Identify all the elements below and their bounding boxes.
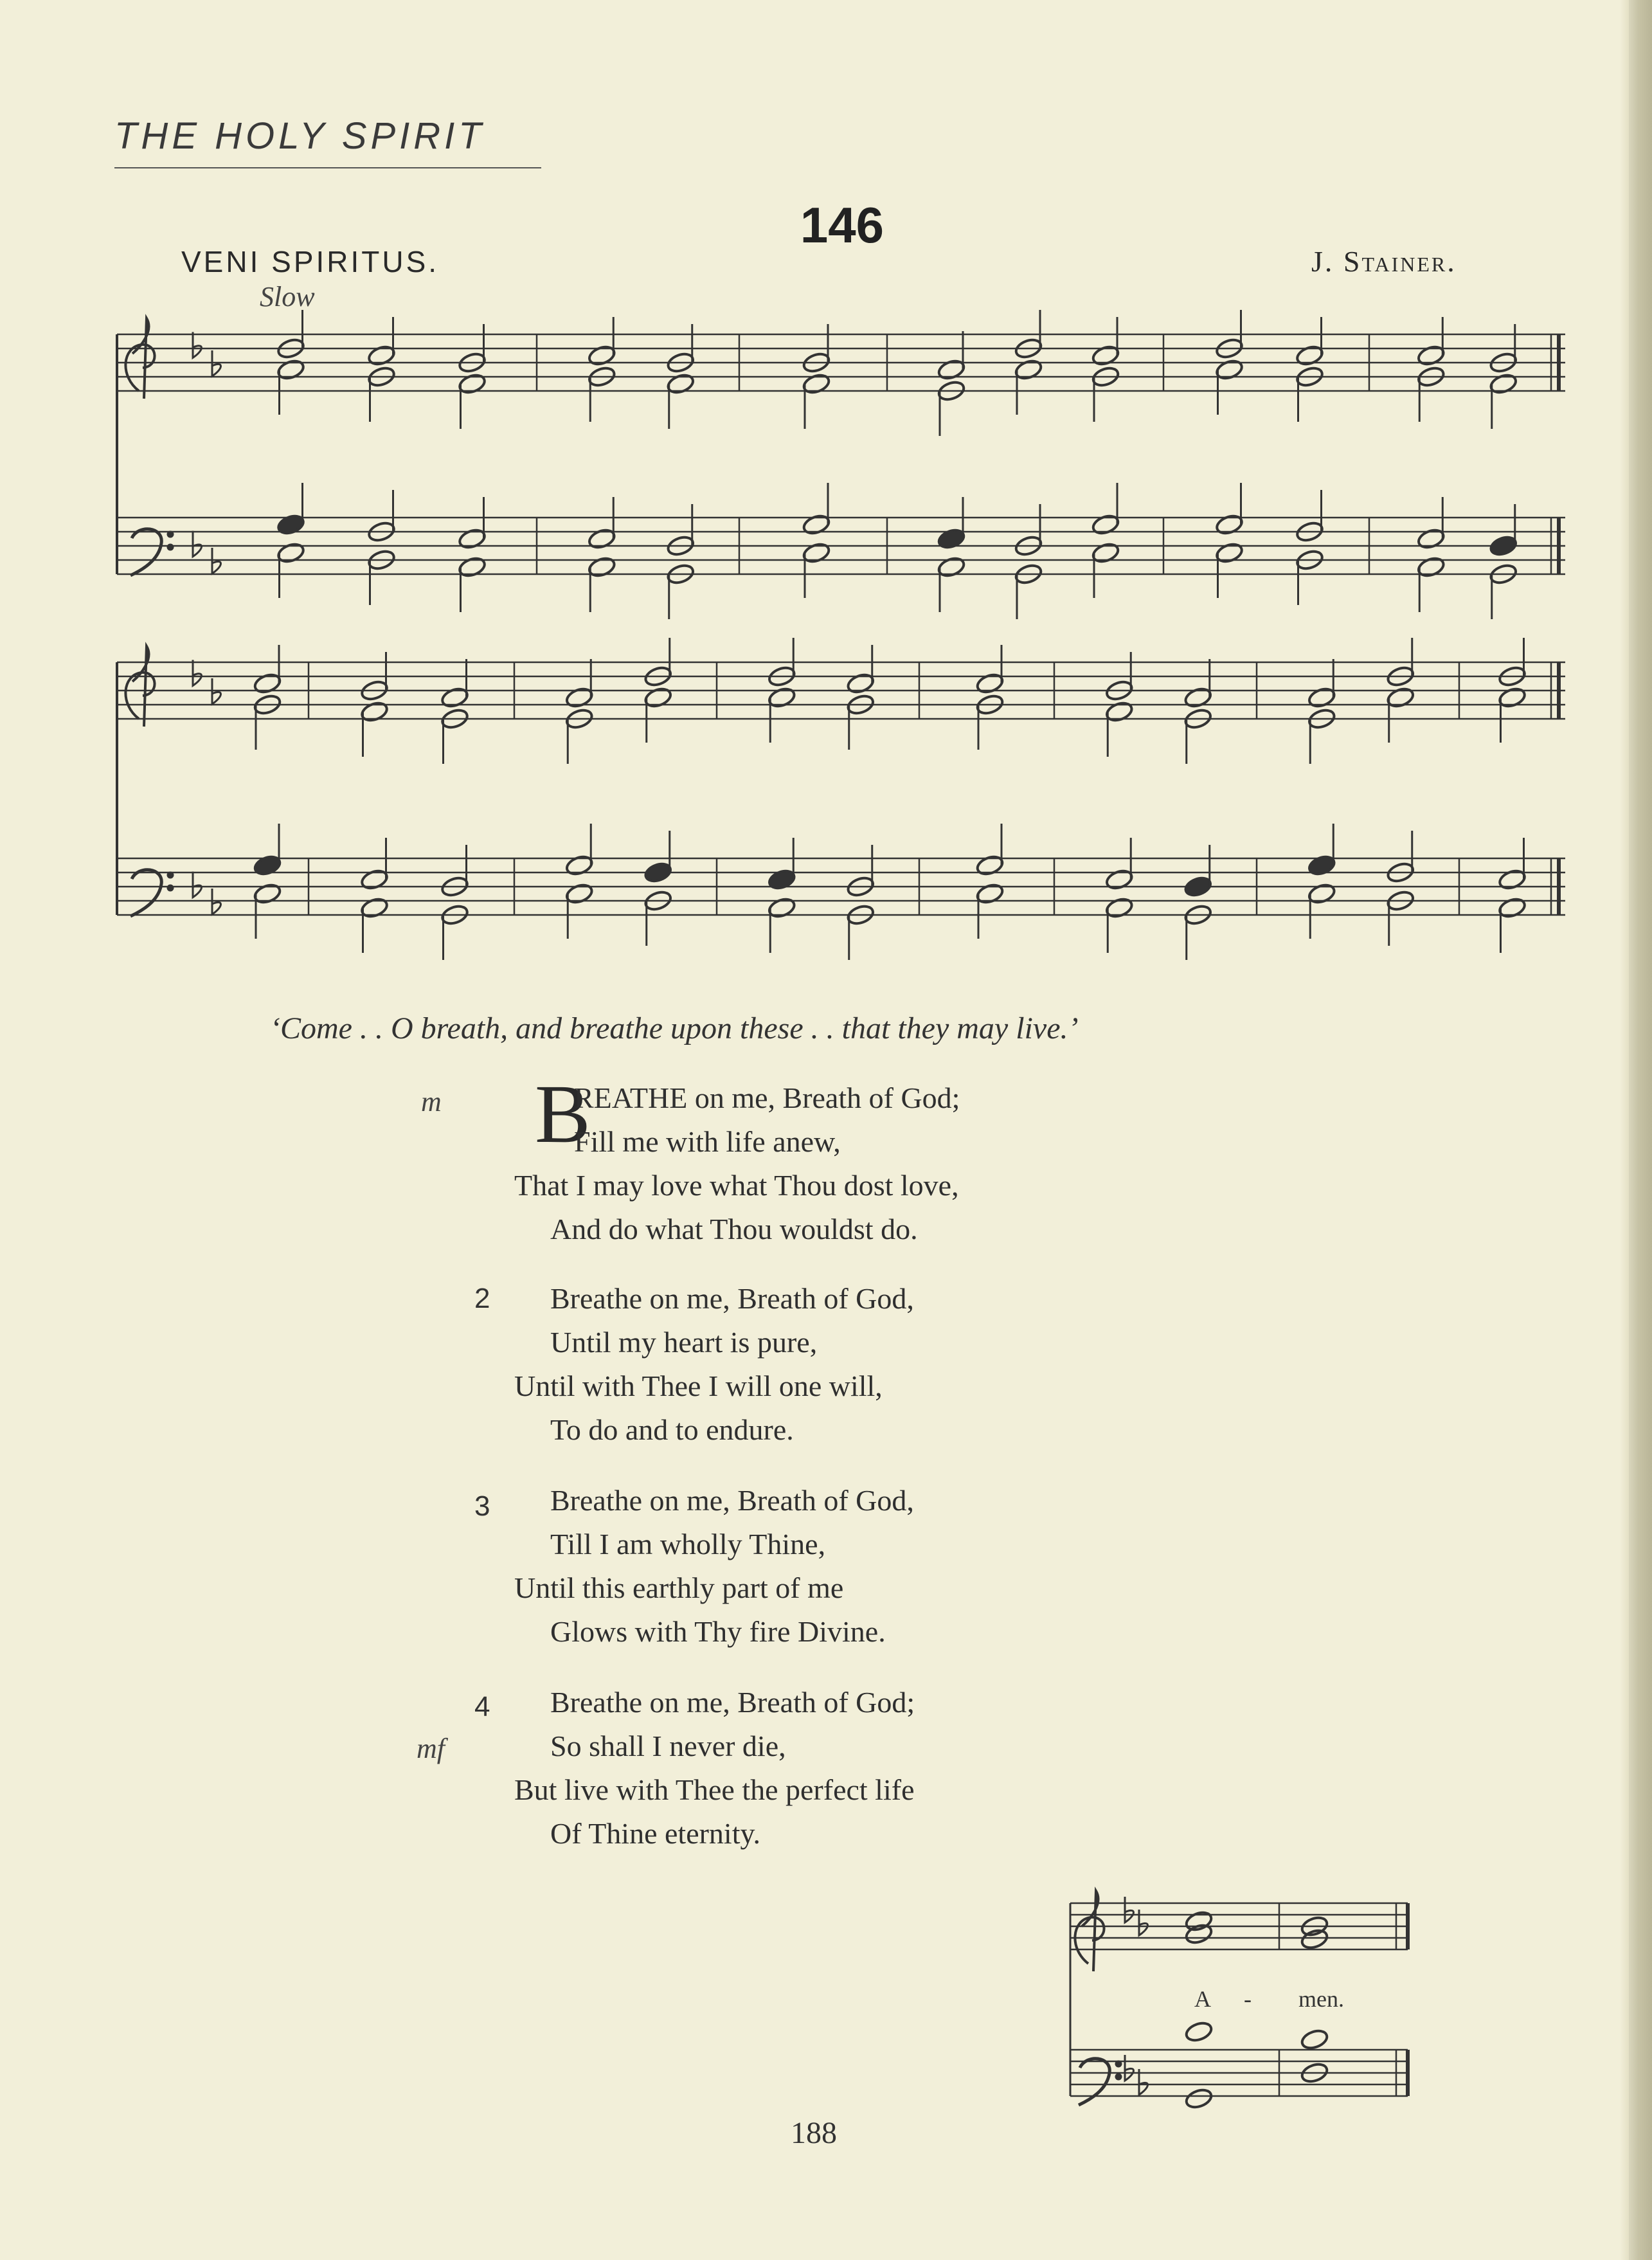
hymn-number: 146 [800, 197, 884, 253]
note-head [587, 556, 616, 579]
flat-icon [193, 531, 202, 557]
verse-line: Till I am wholly Thine, [550, 1528, 826, 1560]
note-head [276, 513, 306, 536]
tune-name: VENI SPIRITUS. [181, 245, 440, 278]
note-head [975, 672, 1005, 695]
note-head [975, 882, 1005, 905]
note-head [253, 672, 282, 695]
verse-line: Glows with Thy fire Divine. [550, 1615, 886, 1648]
verse-line: Until this earthly part of me [514, 1571, 844, 1604]
note-head [1215, 513, 1244, 536]
note-head [1416, 344, 1446, 367]
verse-line: Until my heart is pure, [550, 1326, 818, 1359]
note-head [975, 854, 1005, 877]
note-head [458, 527, 487, 550]
note-head [666, 372, 696, 395]
note-head [1307, 882, 1336, 905]
bass-clef-icon [130, 529, 161, 575]
note-head [1300, 1928, 1329, 1951]
bass-clef-dot [168, 545, 173, 550]
note-head [367, 344, 397, 367]
note-head [458, 372, 487, 395]
amen-syllable-men: men. [1298, 1986, 1344, 2012]
note-head [360, 896, 390, 919]
verse-1-dynamic: m [421, 1086, 442, 1117]
verse-line: And do what Thou wouldst do. [550, 1213, 918, 1245]
verse-line: Breathe on me, Breath of God, [550, 1282, 914, 1315]
verse-line: REATHE on me, Breath of God; [574, 1081, 960, 1114]
verse-4 [514, 1681, 915, 1856]
verse-3-number: 3 [474, 1490, 490, 1522]
note-head [937, 556, 966, 579]
note-head [1295, 344, 1325, 367]
note-head [1307, 854, 1336, 877]
note-head [587, 527, 616, 550]
verse-line: But live with Thee the perfect life [514, 1773, 915, 1806]
verse-2-number: 2 [474, 1283, 490, 1314]
bass-clef-icon [1079, 2059, 1109, 2105]
note-head [1091, 541, 1120, 565]
bass-clef-dot [1116, 2061, 1121, 2066]
note-head [643, 861, 673, 884]
note-head [440, 686, 470, 709]
verse-1 [514, 1076, 960, 1251]
composer-name: J. Stainer. [1311, 245, 1457, 278]
verse-line: Breathe on me, Breath of God, [550, 1484, 914, 1517]
verse-line: Until with Thee I will one will, [514, 1370, 883, 1402]
flat-icon [193, 872, 202, 898]
section-title: THE HOLY SPIRIT [114, 115, 485, 157]
note-head [1104, 700, 1134, 723]
flat-icon [193, 660, 202, 685]
flat-icon [193, 332, 202, 357]
note-head [1416, 556, 1446, 579]
drop-cap: B [535, 1068, 591, 1161]
note-head [1014, 358, 1043, 381]
note-head [253, 854, 282, 877]
amen-syllable-a: A [1194, 1986, 1211, 2012]
note-head [587, 344, 616, 367]
note-head [276, 541, 306, 565]
note-head [458, 556, 487, 579]
note-head [767, 686, 796, 709]
verse-2 [514, 1277, 914, 1452]
verse-4-number: 4 [474, 1691, 490, 1722]
note-head [360, 700, 390, 723]
note-head [1386, 686, 1415, 709]
amen-dash: - [1244, 1986, 1252, 2012]
note-head [1215, 358, 1244, 381]
verse-4-dynamic: mf [417, 1733, 445, 1764]
note-head [276, 358, 306, 381]
note-head [1104, 896, 1134, 919]
page-number: 188 [791, 2116, 837, 2150]
bass-clef-dot [168, 885, 173, 890]
note-head [1498, 896, 1527, 919]
note-head [802, 513, 831, 536]
flat-icon [1139, 1910, 1148, 1935]
verse-line: Of Thine eternity. [550, 1817, 761, 1850]
note-head [564, 686, 594, 709]
note-head [1300, 2028, 1329, 2051]
note-head [1416, 527, 1446, 550]
note-head [1184, 1910, 1214, 1933]
treble-clef-icon [125, 646, 154, 727]
note-head [1215, 541, 1244, 565]
note-head [937, 527, 966, 550]
note-head [1498, 686, 1527, 709]
tempo-marking: Slow [260, 281, 315, 312]
verse-3 [514, 1479, 914, 1654]
verse-line: So shall I never die, [550, 1730, 786, 1762]
scripture-epigraph: ‘Come . . O breath, and breathe upon these . . that they may live.’ [270, 1011, 1079, 1045]
bass-clef-dot [168, 532, 173, 537]
note-head [1183, 875, 1213, 898]
bass-clef-dot [168, 872, 173, 878]
verse-line: Breathe on me, Breath of God; [550, 1686, 915, 1719]
note-head [360, 868, 390, 891]
note-head [253, 882, 282, 905]
verse-line: To do and to endure. [550, 1413, 794, 1446]
note-head [1091, 344, 1120, 367]
bass-clef-dot [1116, 2074, 1121, 2079]
note-head [802, 541, 831, 565]
bass-clef-icon [130, 870, 161, 916]
note-head [1498, 868, 1527, 891]
note-head [767, 896, 796, 919]
note-head [1489, 372, 1518, 395]
flat-icon [1125, 1897, 1134, 1922]
note-head [1184, 2087, 1214, 2110]
verse-line: Fill me with life anew, [574, 1125, 841, 1158]
note-head [1184, 2020, 1214, 2043]
note-head [1183, 686, 1213, 709]
note-head [564, 854, 594, 877]
note-head [1104, 868, 1134, 891]
note-head [937, 358, 966, 381]
note-head [1489, 534, 1518, 557]
note-head [564, 882, 594, 905]
flat-icon [1125, 2055, 1134, 2081]
note-head [643, 686, 673, 709]
note-head [846, 672, 875, 695]
note-head [767, 868, 796, 891]
verse-line: That I may love what Thou dost love, [514, 1169, 959, 1202]
note-head [1091, 513, 1120, 536]
treble-clef-icon [125, 318, 154, 399]
note-head [1307, 686, 1336, 709]
note-head [802, 372, 831, 395]
